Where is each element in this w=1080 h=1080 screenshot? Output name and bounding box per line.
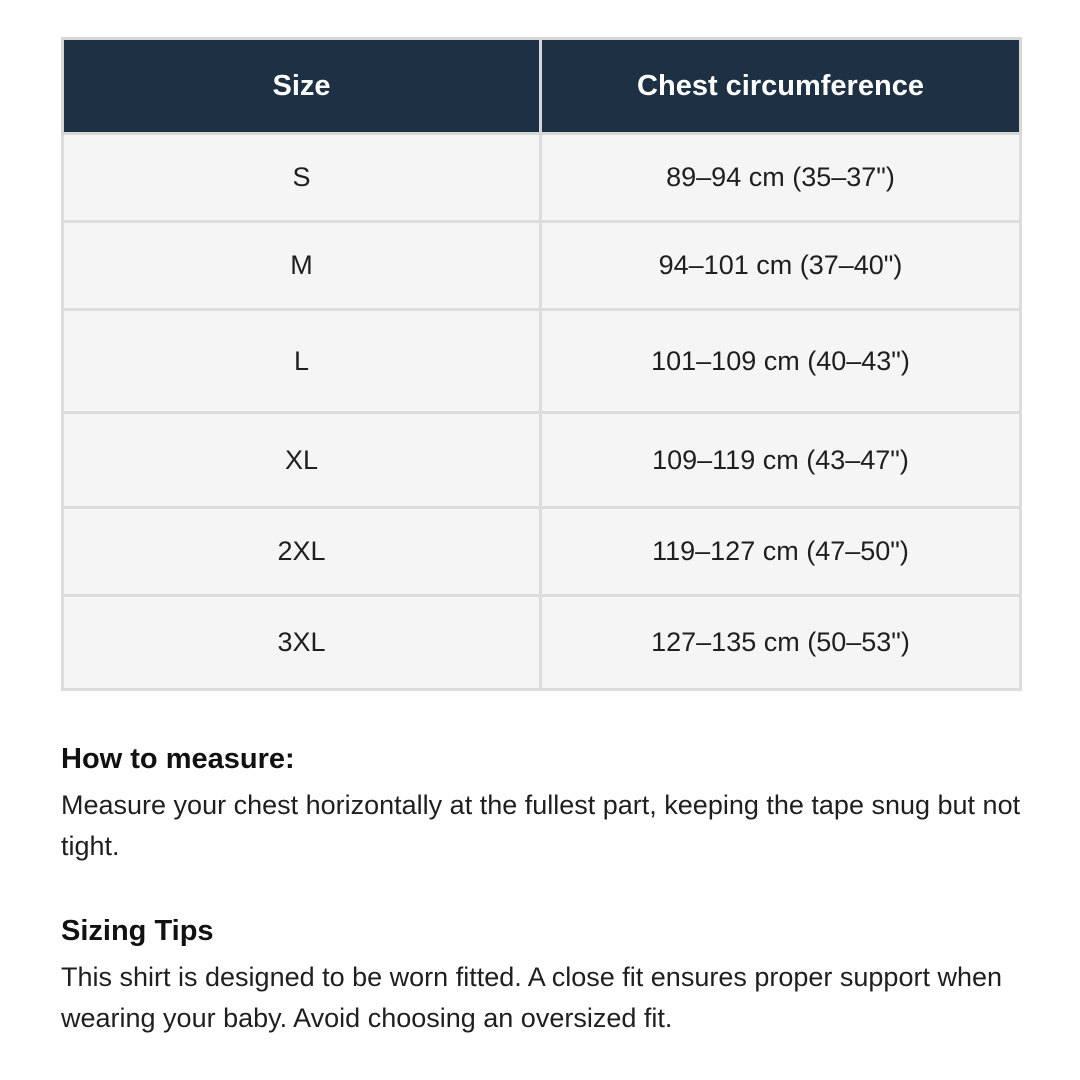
chest-cell: 127–135 cm (50–53") (541, 596, 1021, 690)
column-header-size: Size (63, 39, 541, 134)
size-chart-table (61, 37, 1022, 691)
sizing-tips-heading: Sizing Tips (61, 915, 214, 947)
chest-cell: 119–127 cm (47–50") (541, 508, 1021, 596)
table-row (63, 596, 1021, 690)
how-to-measure-text: Measure your chest horizontally at the fullest part, keeping the tape snug but not tight. (61, 790, 1021, 861)
table-row (63, 134, 1021, 222)
table-row (63, 310, 1021, 413)
how-to-measure-heading: How to measure: (61, 743, 295, 775)
table-row (63, 413, 1021, 508)
size-cell: L (63, 310, 541, 413)
size-cell: M (63, 222, 541, 310)
table-row (63, 222, 1021, 310)
sizing-tips-text: This shirt is designed to be worn fitted. A close fit ensures proper support when wearing your baby. Avoid choosing an oversized fit. (61, 962, 1003, 1033)
chest-cell: 89–94 cm (35–37") (541, 134, 1021, 222)
size-cell: XL (63, 413, 541, 508)
size-cell: 2XL (63, 508, 541, 596)
how-to-measure-section (61, 741, 1031, 867)
column-header-chest: Chest circumference (541, 39, 1021, 134)
table-header-row (63, 39, 1021, 134)
chest-cell: 109–119 cm (43–47") (541, 413, 1021, 508)
size-cell: S (63, 134, 541, 222)
size-cell: 3XL (63, 596, 541, 690)
sizing-tips-section (61, 913, 1031, 1039)
chest-cell: 94–101 cm (37–40") (541, 222, 1021, 310)
table-row (63, 508, 1021, 596)
chest-cell: 101–109 cm (40–43") (541, 310, 1021, 413)
